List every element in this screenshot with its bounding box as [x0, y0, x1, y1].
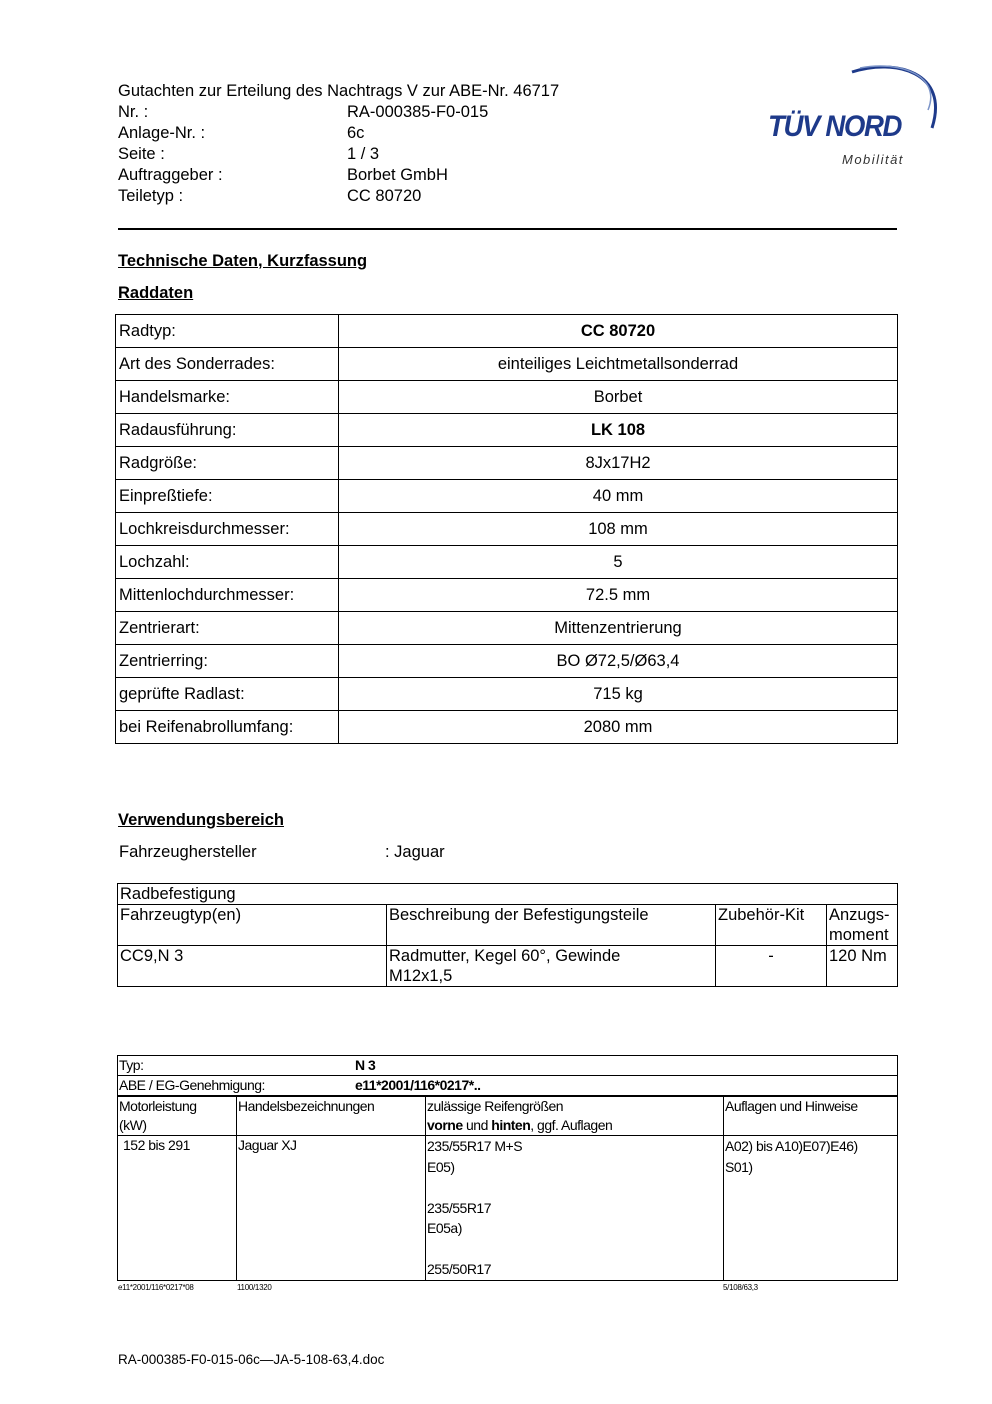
row-value: 108 mm — [339, 513, 898, 546]
cell-zubehoer-kit: - — [716, 946, 827, 987]
cell-fahrzeugtyp: CC9,N 3 — [118, 946, 387, 987]
abe-row — [118, 1076, 898, 1097]
header-label: Nr. : — [118, 103, 149, 121]
header-anzugsmoment — [827, 905, 898, 946]
cell-motorleistung: 152 bis 291 — [118, 1136, 237, 1281]
cell-beschreibung-line1: Radmutter, Kegel 60°, Gewinde — [389, 947, 621, 965]
document-title: Gutachten zur Erteilung des Nachtrags V zur ABE-Nr. 46717 — [118, 82, 560, 100]
table-row — [116, 315, 898, 348]
row-value: 715 kg — [339, 678, 898, 711]
typ-cell — [118, 1056, 898, 1076]
table-row — [116, 711, 898, 744]
reifen-line: 235/55R17 M+S — [427, 1138, 523, 1154]
header-row-teiletyp — [118, 186, 488, 207]
header-value: 1 / 3 — [347, 145, 380, 163]
header-value: 6c — [347, 124, 365, 142]
footnote-right: 5/108/63,3 — [723, 1283, 758, 1292]
header-handelsbezeichnungen: Handelsbezeichnungen — [237, 1096, 426, 1136]
abe-cell — [118, 1076, 898, 1097]
auflagen-line: A02) bis A10)E07)E46) — [725, 1138, 858, 1154]
row-value: 72.5 mm — [339, 579, 898, 612]
header-row-seite — [118, 144, 488, 165]
cell-auflagen — [724, 1136, 898, 1281]
header-motorleistung-unit: (kW) — [119, 1117, 147, 1133]
header-anzugsmoment-line1: Anzugs- — [829, 906, 890, 924]
section-technische-daten: Technische Daten, Kurzfassung — [118, 252, 368, 270]
row-label: Art des Sonderrades: — [116, 348, 339, 381]
header-reifen-vorne: vorne — [427, 1117, 463, 1133]
row-value: 40 mm — [339, 480, 898, 513]
header-motorleistung — [118, 1096, 237, 1136]
reifen-line: 235/55R17 — [427, 1199, 492, 1216]
document-footer: RA-000385-F0-015-06c—JA-5-108-63,4.doc — [118, 1352, 385, 1367]
typ-table — [117, 1055, 898, 1281]
cell-beschreibung — [387, 946, 716, 987]
auflagen-line: S01) — [725, 1158, 753, 1175]
row-label: Lochzahl: — [116, 546, 339, 579]
row-value: Mittenzentrierung — [339, 612, 898, 645]
row-value: Borbet — [339, 381, 898, 414]
header-divider — [118, 228, 897, 230]
table-row — [116, 645, 898, 678]
footnote-left: e11*2001/116*0217*08 — [118, 1283, 194, 1292]
reifen-line: E05) — [427, 1158, 455, 1175]
table-row — [116, 381, 898, 414]
row-value: BO Ø72,5/Ø63,4 — [339, 645, 898, 678]
row-label: Einpreßtiefe: — [116, 480, 339, 513]
section-verwendungsbereich: Verwendungsbereich — [118, 811, 284, 829]
reifen-line: 255/50R17 — [427, 1261, 492, 1277]
typ-header-row — [118, 1096, 898, 1136]
header-value: RA-000385-F0-015 — [347, 103, 489, 121]
row-value: 8Jx17H2 — [339, 447, 898, 480]
row-value: einteiliges Leichtmetallsonderrad — [339, 348, 898, 381]
header-reifen-hinten: hinten — [491, 1117, 531, 1133]
abe-value: e11*2001/116*0217*.. — [355, 1077, 481, 1093]
row-value: CC 80720 — [339, 315, 898, 348]
row-label: Lochkreisdurchmesser: — [116, 513, 339, 546]
logo-brand: TÜV NORD — [768, 110, 902, 143]
header-reifen-line2 — [427, 1116, 722, 1135]
row-value: 2080 mm — [339, 711, 898, 744]
raddaten-table — [115, 314, 898, 744]
reifen-line: E05a) — [427, 1220, 462, 1236]
row-label: geprüfte Radlast: — [116, 678, 339, 711]
header-anzugsmoment-line2: moment — [829, 926, 889, 944]
cell-reifen — [426, 1136, 724, 1281]
header-row-nr — [118, 102, 488, 123]
table-row — [116, 546, 898, 579]
table-row — [118, 946, 898, 987]
table-row — [116, 348, 898, 381]
header-reifen-line1: zulässige Reifengrößen — [427, 1098, 564, 1114]
header-reifen-und: und — [462, 1117, 492, 1133]
row-label: Radausführung: — [116, 414, 339, 447]
row-value: 5 — [339, 546, 898, 579]
table-row — [116, 579, 898, 612]
table-row — [116, 414, 898, 447]
fahrzeughersteller-label: Fahrzeughersteller — [119, 843, 257, 861]
table-header-row — [118, 905, 898, 946]
table-row — [116, 513, 898, 546]
header-zubehoer-kit: Zubehör-Kit — [716, 905, 827, 946]
row-label: bei Reifenabrollumfang: — [116, 711, 339, 744]
header-value: Borbet GmbH — [347, 166, 448, 184]
header-value: CC 80720 — [347, 187, 422, 205]
reifen-line — [427, 1239, 722, 1260]
header-motorleistung-line1: Motorleistung — [119, 1098, 197, 1114]
typ-row — [118, 1056, 898, 1076]
row-label: Zentrierring: — [116, 645, 339, 678]
typ-data-row — [118, 1136, 898, 1281]
header-label: Teiletyp : — [118, 187, 184, 205]
reifen-line — [427, 1177, 722, 1198]
header-row-anlage — [118, 123, 488, 144]
header-reifengroessen — [426, 1096, 724, 1136]
header-row-auftraggeber — [118, 165, 488, 186]
table-row — [116, 447, 898, 480]
table-row — [116, 480, 898, 513]
cell-anzugsmoment: 120 Nm — [827, 946, 898, 987]
header-label: Auftraggeber : — [118, 166, 223, 184]
header-beschreibung: Beschreibung der Befestigungsteile — [387, 905, 716, 946]
table-row — [118, 884, 898, 905]
footnote-mid: 1100/1320 — [237, 1283, 272, 1292]
section-raddaten: Raddaten — [118, 284, 194, 302]
tuev-nord-logo — [760, 60, 940, 170]
row-label: Mittenlochdurchmesser: — [116, 579, 339, 612]
row-label: Zentrierart: — [116, 612, 339, 645]
row-label: Handelsmarke: — [116, 381, 339, 414]
header-label: Seite : — [118, 145, 165, 163]
row-value: LK 108 — [339, 414, 898, 447]
header-fahrzeugtyp: Fahrzeugtyp(en) — [118, 905, 387, 946]
table-row — [116, 612, 898, 645]
header-label: Anlage-Nr. : — [118, 124, 206, 142]
table-row — [116, 678, 898, 711]
fahrzeughersteller-value: : Jaguar — [385, 843, 445, 861]
cell-handelsbezeichnung: Jaguar XJ — [237, 1136, 426, 1281]
header-reifen-rest: , ggf. Auflagen — [530, 1117, 613, 1133]
typ-label: Typ: — [119, 1057, 144, 1073]
radbefestigung-table — [117, 883, 898, 987]
header-info — [118, 102, 488, 207]
header-auflagen: Auflagen und Hinweise — [724, 1096, 898, 1136]
row-label: Radgröße: — [116, 447, 339, 480]
row-label: Radtyp: — [116, 315, 339, 348]
fahrzeughersteller-row — [119, 842, 445, 863]
logo-subtitle: Mobilität — [842, 152, 904, 167]
cell-beschreibung-line2: M12x1,5 — [389, 967, 453, 985]
radbefestigung-title: Radbefestigung — [118, 884, 898, 905]
typ-value: N 3 — [355, 1057, 376, 1073]
abe-label: ABE / EG-Genehmigung: — [119, 1077, 265, 1093]
